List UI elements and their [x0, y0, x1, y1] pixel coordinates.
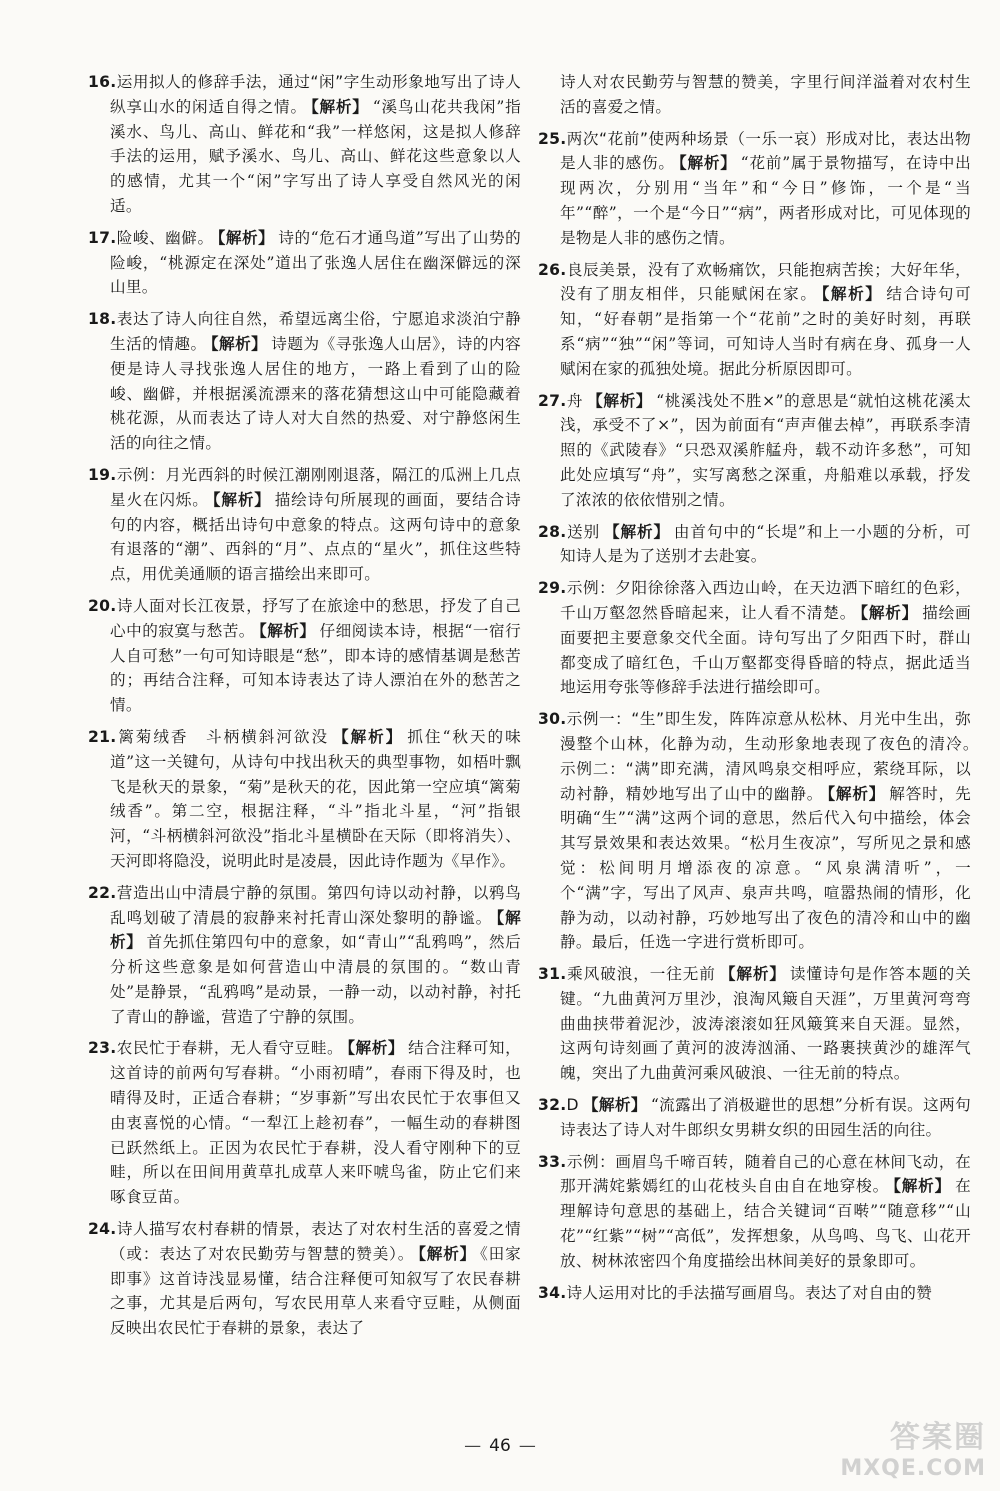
watermark-text: 答案圈 — [890, 1420, 986, 1455]
analysis-tag: 【解析】 — [212, 490, 271, 509]
analysis-tag: 【解析】 — [258, 621, 316, 640]
answer-entry: 18.表达了诗人向往自然，希望远离尘俗，宁愿追求淡泊宁静生活的情趣。 【解析】 诗题为《寻张逸人山居》，诗的内容便是诗人寻找张逸人居住的地方，一路上看到了山的险峻、幽僻，并根据溪流漂来的落花猜想这山中可能隐藏着桃花源，从而表达了诗人对大自然的热爱、对宁静悠闲生活的向往之情。 — [88, 310, 521, 453]
analysis-tag: 【解析】 — [333, 727, 404, 746]
analysis-tag: 【解析】 — [217, 228, 275, 247]
answer-entry: 20.诗人面对长江夜景，抒写了在旅途中的愁思，抒发了自己心中的寂寞与愁苦。 【解析】 仔细阅读本诗，根据“一宿行人自可愁”一句可知诗眼是“愁”，即本诗的感情基调是愁苦的；再结合注释，可知本诗表达了诗人漂泊在外的愁苦之情。 — [88, 596, 521, 715]
answer-entry: 26.良辰美景，没有了欢畅痛饮，只能抱病苦挨；大好年华，没有了朋友相伴，只能赋闲在家。 【解析】 结合诗句可知，“好春朝”是指第一个“花前”之时的美好时刻，再联系“病”“独”“闲”等词，可知诗人当时有病在身、孤身一人赋闲在家的孤独处境。据此分析原因即可。 — [538, 260, 971, 378]
analysis-tag: 【解析】 — [418, 1244, 477, 1263]
answer-entry-continued: 诗人对农民勤劳与智慧的赞美，字里行间洋溢着对农村生活的喜爱之情。 — [560, 73, 971, 116]
analysis-tag: 【解析】 — [347, 1039, 405, 1058]
answer-entry: 23.农民忙于春耕，无人看守豆畦。 【解析】 结合注释可知，这首诗的前两句写春耕。“小雨初晴”，春雨下得及时，也晴得及时，正适合春耕；“岁事新”写出农民忙于农事但又由衷喜悦的心情。“一犁江上趁初春”，一幅生动的春耕图已跃然纸上。正因为农民忙于春耕，没人看守刚种下的豆畦，所以在田间用黄草扎成草人来吓唬鸟雀，防止它们来啄食豆苗。 — [88, 1039, 521, 1207]
answer-entry: 21.篱菊绒香 斗柄横斜河欲没 【解析】 抓住“秋天的味道”这一关键句，从诗句中找出秋天的典型事物，如梧叶飘飞是秋天的景象，“菊”是秋天的花，因此第一空应填“篱菊绒香”。第二空，根据注释，“斗”指北斗星，“河”指银河，“斗柄横斜河欲没”指北斗星横卧在天际（即将消失）、天河即将隐没，说明此时是凌晨，因此诗作题为《早作》。 — [88, 727, 521, 870]
answer-entry: 29.示例：夕阳徐徐落入西边山岭，在天边洒下暗红的色彩，千山万壑忽然昏暗起来，让人看不清楚。 【解析】 描绘画面要把主要意象交代全面。诗句写出了夕阳西下时，群山都变成了暗红色，千山万壑都变得昏暗的特点，据此适当地运用夸张等修辞手法进行描绘即可。 — [538, 579, 971, 697]
analysis-tag: 【解析】 — [604, 522, 670, 541]
right-column — [538, 70, 987, 1312]
analysis-tag: 【解析】 — [110, 908, 521, 952]
analysis-tag: 【解析】 — [719, 965, 786, 984]
analysis-tag: 【解析】 — [860, 603, 919, 622]
answer-entry: 17.险峻、幽僻。 【解析】 诗的“危石才通鸟道”写出了山势的险峻，“桃源定在深处”道出了张逸人居住在幽深僻远的深山里。 — [88, 228, 521, 297]
answer-entry: 32.D 【解析】 “流露出了消极避世的思想”分析有误。这两句诗表达了诗人对牛郎织女男耕女织的田园生活的向往。 — [538, 1096, 971, 1139]
analysis-tag: 【解析】 — [210, 334, 268, 353]
analysis-tag: 【解析】 — [582, 1096, 647, 1115]
left-column — [88, 70, 521, 1348]
watermark — [840, 1412, 986, 1481]
watermark-url: MXQE.COM — [840, 1456, 986, 1481]
answer-entry: 31.乘风破浪，一往无前 【解析】 读懂诗句是作答本题的关键。“九曲黄河万里沙，浪淘风簸自天涯”，万里黄河弯弯曲曲挟带着泥沙，波涛滚滚如狂风簸箕来自天涯。显然，这两句诗刻画了黄河的波涛汹涌、一路裹挟黄沙的雄浑气魄，突出了九曲黄河乘风破浪、一往无前的特点。 — [538, 965, 971, 1083]
answer-entry: 22.营造出山中清晨宁静的氛围。第四句诗以动衬静，以鸦鸟乱鸣划破了清晨的寂静来衬托青山深处黎明的静谧。 【解析】 首先抓住第四句中的意象，如“青山”“乱鸦鸣”，然后分析这些意象是如何营造山中清晨的氛围的。“数山青处”是静景，“乱鸦鸣”是动景，一静一动，以动衬静，衬托了青山的静谧，营造了宁静的氛围。 — [88, 883, 522, 1026]
analysis-tag: 【解析】 — [893, 1177, 952, 1196]
answer-entry: 34.诗人运用对比的手法描写画眉鸟。表达了对自由的赞 — [538, 1283, 933, 1302]
analysis-tag: 【解析】 — [587, 391, 653, 410]
analysis-tag: 【解析】 — [821, 285, 883, 304]
analysis-tag: 【解析】 — [310, 97, 369, 116]
answer-entry: 19.示例：月光西斜的时候江潮刚刚退落，隔江的瓜洲上几点星火在闪烁。 【解析】 描绘诗句所展现的画面，要结合诗句的内容，概括出诗句中意象的特点。这两句诗中的意象有退落的“潮”、西斜的“月”、点点的“星火”，抓住这些特点，用优美通顺的语言描绘出来即可。 — [88, 465, 521, 584]
answer-entry: 27.舟 【解析】 “桃溪浅处不胜×”的意思是“就怕这桃花溪太浅，承受不了×”，因为前面有“声声催去棹”，再联系李清照的《武陵春》“只恐双溪舴艋舟，载不动许多愁”，可知此处应填写“舟”，实写离愁之深重，舟船难以承载，抒发了浓浓的依依惜别之情。 — [538, 391, 971, 509]
analysis-tag: 【解析】 — [678, 154, 737, 173]
analysis-tag: 【解析】 — [827, 784, 886, 803]
answer-entry: 16.运用拟人的修辞手法，通过“闲”字生动形象地写出了诗人纵享山水的闲适自得之情。 【解析】 “溪鸟山花共我闲”指溪水、鸟儿、高山、鲜花和“我”一样悠闲，这是拟人修辞手法的运用，赋予溪水、鸟儿、高山、鲜花这些意象以人的感情，尤其一个“闲”字写出了诗人享受自然风光的闲适。 — [88, 73, 521, 215]
answer-entry: 25.两次“花前”使两种场景（一乐一哀）形成对比，表达出物是人非的感伤。 【解析】 “花前”属于景物描写，在诗中出现两次，分别用“当年”和“今日”修饰，一个是“当年”“醉”，一个是“今日”“病”，两者形成对比，可见体现的是物是人非的感伤之情。 — [538, 129, 971, 247]
page-footer: — 46 — — [464, 1436, 536, 1456]
page-number: 46 — [489, 1436, 511, 1456]
answer-entry: 28.送别 【解析】 由首句中的“长堤”和上一小题的分析，可知诗人是为了送别才去赴宴。 — [538, 522, 971, 566]
answer-entry: 33.示例：画眉鸟千啼百转，随着自己的心意在林间飞动，在那开满姹紫嫣红的山花枝头自由自在地穿梭。 【解析】 在理解诗句意思的基础上，结合关键词“百啭”“随意移”“山花”“红紫”“树”“高低”，发挥想象，从鸟鸣、鸟飞、山花开放、树林浓密四个角度描绘出林间美好的景象即可。 — [538, 1152, 971, 1270]
answer-entry: 24.诗人描写农村春耕的情景，表达了对农村生活的喜爱之情（或：表达了对农民勤劳与智慧的赞美）。 【解析】 《田家即事》这首诗浅显易懂，结合注释便可知叙写了农民春耕之事，尤其是后两句，写农民用草人来看守豆畦，从侧面反映出农民忙于春耕的景象，表达了 — [88, 1220, 521, 1338]
answer-entry: 30.示例一：“生”即生发，阵阵凉意从松林、月光中生出，弥漫整个山林，化静为动，生动形象地表现了夜色的清冷。 示例二：“满”即充满，清风鸣泉交相呼应，萦绕耳际，以动衬静，精妙地写出了山中的幽静。 【解析】 解答时，先明确“生”“满”这两个词的意思，然后代入句中描绘，体会其写景效果和表达效果。“松月生夜凉”，写所见之景和感觉：松间明月增添夜的凉意。“风泉满清听”，一个“满”字，写出了风声、泉声共鸣，喧嚣热闹的情形，化静为动，以动衬静，巧妙地写出了夜色的清冷和山中的幽静。最后，任选一字进行赏析即可。 — [538, 710, 987, 952]
